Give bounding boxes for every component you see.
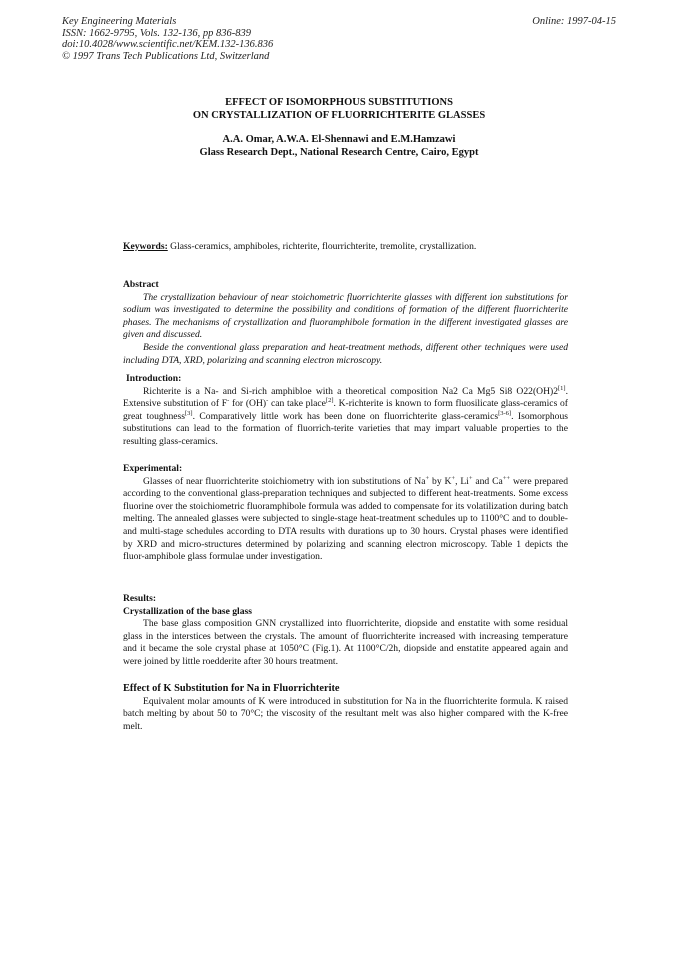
copyright-line: © 1997 Trans Tech Publications Ltd, Switzerland	[62, 50, 270, 62]
results-subheading: Crystallization of the base glass	[123, 605, 252, 617]
introduction-paragraph	[123, 386, 568, 449]
affiliation: Glass Research Dept., National Research Centre, Cairo, Egypt	[199, 147, 479, 158]
abstract-paragraph-2: Beside the conventional glass preparation and heat-treatment methods, different other techniques were used including DTA, XRD, polarizing and scanning electron microscopy.	[123, 341, 568, 366]
keywords	[123, 241, 568, 254]
authors: A.A. Omar, A.W.A. El-Shennawi and E.M.Hamzawi	[222, 134, 456, 145]
online-date: Online: 1997-04-15	[532, 16, 616, 27]
results-paragraph: The base glass composition GNN crystallized into fluorrichterite, diopside and enstatite with some residual glass in the interstices between the crystals. The amount of fluorrichterite increased with increasing temperature and it became the sole crystal phase at 1050°C (Fig.1). At 1100°C/2h, diopside and enstatite appeared again and were joined by little roedderite after 30 hours treatment.	[123, 618, 568, 667]
experimental-section	[123, 463, 568, 564]
intro-text: . Comparatively little work has been done on fluorrichterite glass-ceramics	[192, 410, 499, 422]
k-substitution-paragraph: Equivalent molar amounts of K were introduced in substitution for Na in the fluorrichterite formula. K raised batch melting by about 50 to 70°C; the viscosity of the resultant melt was also higher compared with the K-free melt.	[123, 695, 568, 732]
exp-text: Glasses of near fluorrichterite stoichiometry with ion substitutions of Na	[143, 475, 426, 487]
journal-name: Key Engineering Materials	[62, 16, 177, 27]
k-substitution-section	[123, 683, 568, 733]
intro-text: Richterite is a Na- and Si-rich amphibloe with a theoretical composition Na2 Ca Mg5 Si8 O22(OH)2	[143, 385, 558, 397]
superscript-charge: -	[227, 397, 230, 404]
exp-text: and Ca	[472, 475, 503, 487]
title-line-2: ON CRYSTALLIZATION OF FLUORRICHTERITE GLASSES	[192, 110, 486, 121]
abstract-section	[123, 279, 568, 367]
experimental-paragraph	[123, 476, 568, 564]
k-substitution-heading: Effect of K Substitution for Na in Fluorrichterite	[123, 683, 340, 694]
introduction-section	[123, 373, 568, 449]
citation-2: [2]	[325, 397, 334, 404]
superscript-charge: ++	[502, 474, 511, 482]
exp-text: , Li	[455, 475, 469, 487]
introduction-heading: Introduction:	[126, 373, 182, 384]
issn-line: ISSN: 1662-9795, Vols. 132-136, pp 836-839	[62, 27, 251, 39]
citation-3: [3]	[184, 409, 193, 417]
doi-link[interactable]: doi:10.4028/www.scientific.net/KEM.132-136.836	[62, 39, 274, 50]
results-heading: Results:	[123, 593, 157, 604]
intro-text: . Isomorphous substitutions can lead to the formation of fluorrich-terite varieties that may impart valuable properties to the resulting glass-ceramics.	[123, 410, 568, 447]
exp-text: were prepared according to the conventional glass-preparation techniques and subjected to different heat-treatments. Some excess fluorine over the stoichiometric fluoramphibole formula was added to compensate for its volatilization during batch melting. The annealed glasses were subjected to single-stage heat-treatment schedules up to 1100°C and to double- and multi-stage schedules according to DTA results with durations up to 30 hours. Crystal phases were identified by XRD and micro-structures determined by polarizing and scanning electron microscopy. Table 1 depicts the fluor-amphibole glass formulae under investigation.	[123, 475, 568, 563]
superscript-charge: +	[451, 474, 456, 482]
intro-text: can take place	[268, 398, 326, 410]
intro-text: . Extensive substitution of F	[123, 385, 568, 410]
author-block	[0, 133, 678, 159]
superscript-charge: +	[425, 474, 430, 482]
abstract-heading: Abstract	[123, 279, 159, 290]
abstract-paragraph-1: The crystallization behaviour of near stoichometric fluorrichterite glasses with different ion substitutions for sodium was investigated to determine the possibility and conditions of formation of the different fluorrichterite phases. The mechanisms of crystallization and fluoramphibole formation in the different investigated glasses are given and discussed.	[123, 291, 568, 341]
experimental-heading: Experimental:	[123, 463, 183, 474]
intro-text: . K-richterite is known to form fluosilicate glass-ceramics of great toughness	[123, 398, 568, 422]
exp-text: by K	[429, 475, 452, 487]
paper-title	[0, 96, 678, 122]
citation-3-6: [3-6]	[498, 409, 512, 417]
journal-header	[62, 16, 273, 62]
superscript-charge: -	[266, 397, 269, 404]
intro-text: for (OH)	[229, 398, 267, 410]
results-section	[123, 593, 568, 669]
keywords-label: Keywords:	[123, 241, 168, 252]
keywords-text: Glass-ceramics, amphiboles, richterite, flourrichterite, tremolite, crystallization.	[170, 241, 477, 252]
superscript-charge: +	[468, 474, 473, 482]
title-line-1: EFFECT OF ISOMORPHOUS SUBSTITUTIONS	[225, 97, 453, 108]
citation-1: [1]	[558, 384, 566, 392]
